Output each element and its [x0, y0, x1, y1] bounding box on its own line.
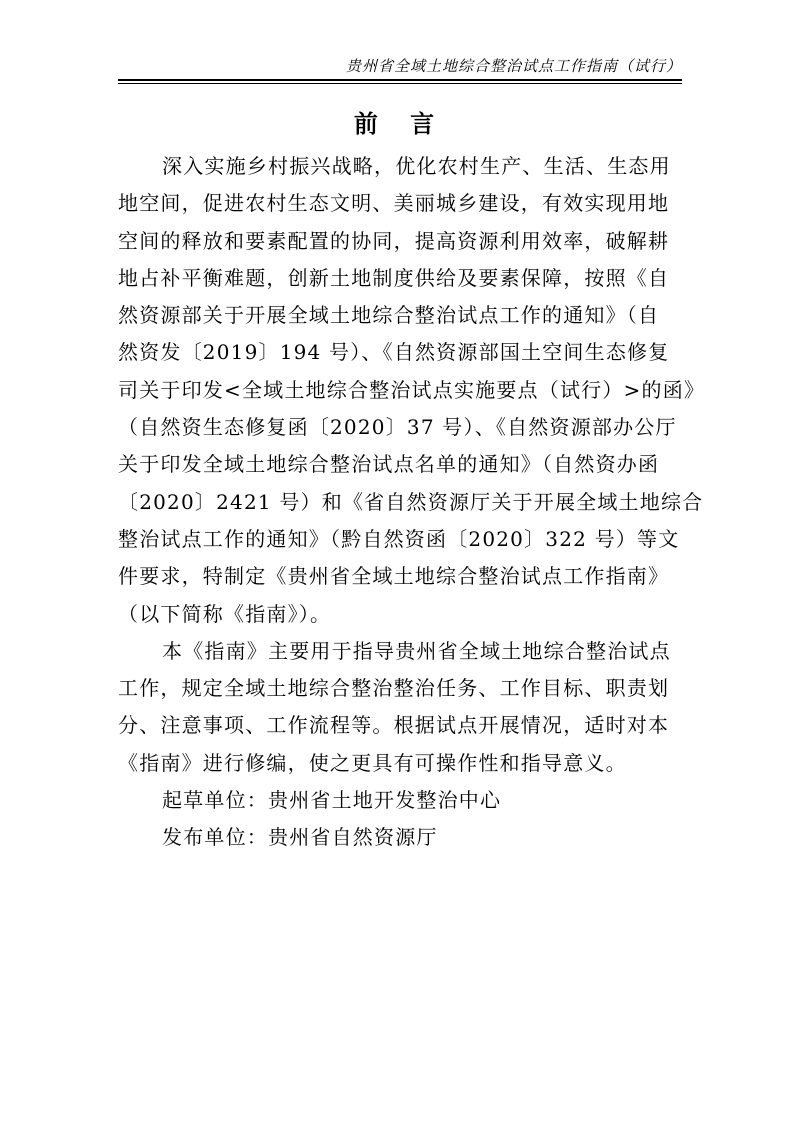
paragraph-purpose	[118, 633, 682, 782]
text-line: 深入实施乡村振兴战略，优化农村生产、生活、生态用	[162, 154, 671, 178]
text-line: 司关于印发<全域土地综合整治试点实施要点（试行）>的函》	[118, 377, 706, 402]
text-line: 关于印发全域土地综合整治试点名单的通知》（自然资办函	[118, 452, 660, 477]
drafting-unit	[118, 782, 682, 819]
header-rule-thin	[118, 83, 682, 84]
text-line: （自然资生态修复函〔2020〕37 号）、《自然资源部办公厅	[118, 415, 677, 440]
text-line: 《指南》进行修编，使之更具有可操作性和指导意义。	[118, 750, 627, 775]
page-title: 前 言	[353, 109, 447, 138]
text-line: 发布单位：贵州省自然资源厅	[162, 825, 438, 850]
document-body	[118, 148, 706, 857]
text-line: 空间的释放和要素配置的协同，提高资源利用效率，破解耕	[118, 228, 670, 253]
paragraph-intro	[118, 148, 706, 633]
text-line: 整治试点工作的通知》（黔自然资函〔2020〕322 号）等文	[118, 526, 680, 551]
text-line: 分、注意事项、工作流程等。根据试点开展情况，适时对本	[118, 713, 670, 738]
header-rule-thick	[118, 79, 682, 81]
text-line: 然资源部关于开展全域土地综合整治试点工作的通知》（自	[118, 303, 660, 328]
text-line: （以下简称《指南》）。	[118, 601, 332, 626]
text-line: 本《指南》主要用于指导贵州省全域土地综合整治试点	[162, 638, 671, 663]
text-line: 地占补平衡难题，创新土地制度供给及要素保障，按照《自	[118, 265, 670, 290]
text-line: 〔2020〕2421 号）和《省自然资源厅关于开展全域土地综合	[118, 489, 704, 514]
text-line: 工作，规定全域土地综合整治整治任务、工作目标、职责划	[118, 676, 670, 701]
publishing-unit	[118, 819, 682, 856]
text-line: 然资发〔2019〕194 号）、《自然资源部国土空间生态修复	[118, 340, 670, 365]
running-header: 贵州省全域土地综合整治试点工作指南（试行）	[345, 57, 682, 75]
text-line: 地空间，促进农村生态文明、美丽城乡建设，有效实现用地	[118, 191, 670, 216]
text-line: 件要求，特制定《贵州省全域土地综合整治试点工作指南》	[118, 564, 670, 589]
text-line: 起草单位：贵州省土地开发整治中心	[162, 788, 502, 813]
